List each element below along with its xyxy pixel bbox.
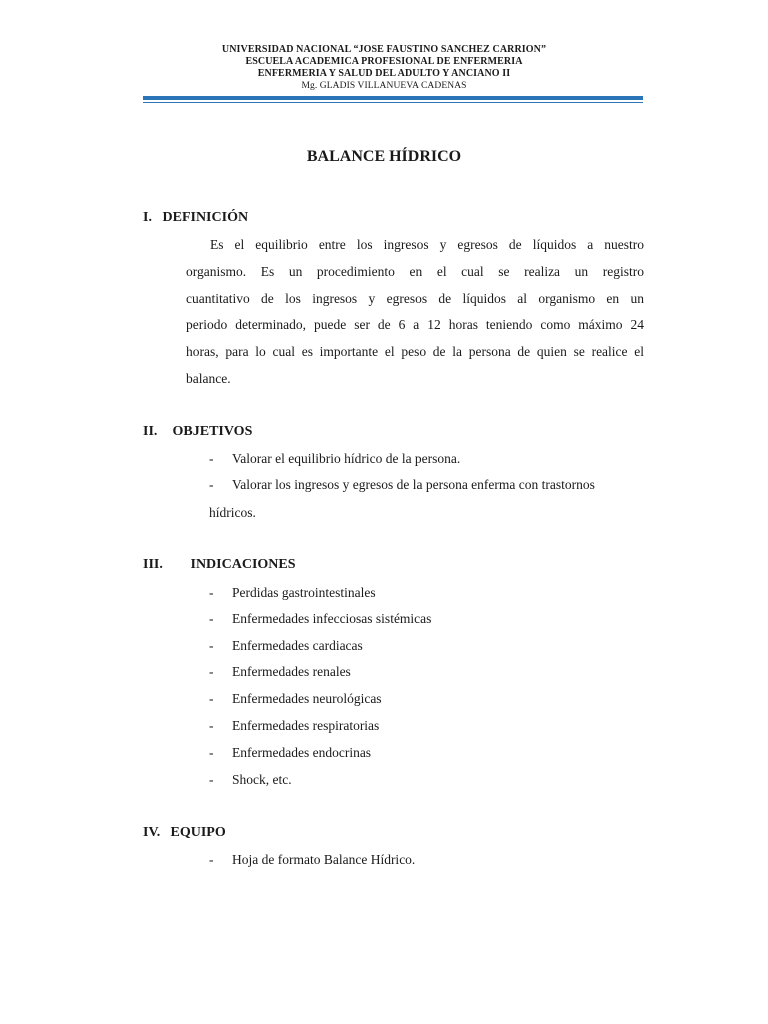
paragraph-line: cuantitativo de los ingresos y egresos de líquidos al organismo en un	[186, 290, 644, 306]
list-item-text: Hoja de formato Balance Hídrico.	[232, 852, 416, 867]
list-item-text: Enfermedades neurológicas	[232, 691, 382, 706]
list-item	[209, 446, 460, 473]
list-dash: -	[209, 611, 214, 626]
header-rule-thick	[143, 96, 643, 100]
university-name: UNIVERSIDAD NACIONAL “JOSE FAUSTINO SANCHEZ CARRION”	[221, 44, 547, 55]
list-item	[209, 686, 382, 713]
paragraph-line: horas, para lo cual es importante el peso de la persona de quien se realice el	[186, 344, 644, 360]
list-item-text: Shock, etc.	[232, 772, 292, 787]
list-item	[209, 472, 595, 499]
list-dash: -	[209, 852, 214, 867]
list-item	[209, 606, 431, 633]
list-dash: -	[209, 477, 214, 492]
section-label: OBJETIVOS	[172, 424, 253, 439]
section-heading-objetivos	[143, 424, 252, 440]
list-item-text: Enfermedades infecciosas sistémicas	[232, 611, 432, 626]
paragraph-line: Es el equilibrio entre los ingresos y egresos de líquidos a nuestro	[210, 237, 644, 252]
section-label: EQUIPO	[170, 825, 226, 840]
list-dash: -	[209, 451, 214, 466]
section-number: III.	[143, 557, 163, 572]
section-heading-equipo	[143, 825, 226, 841]
author-name: Mg. GLADIS VILLANUEVA CADENAS	[301, 81, 467, 91]
definition-paragraph	[186, 232, 644, 393]
list-dash: -	[209, 745, 214, 760]
course-name: ENFERMERIA Y SALUD DEL ADULTO Y ANCIANO II	[257, 68, 511, 79]
school-name: ESCUELA ACADEMICA PROFESIONAL DE ENFERMERIA	[245, 56, 523, 67]
section-label: DEFINICIÓN	[162, 210, 249, 225]
list-dash: -	[209, 772, 214, 787]
list-item-text: Enfermedades cardiacas	[232, 638, 363, 653]
section-number: I.	[143, 210, 152, 225]
list-item	[209, 633, 363, 660]
header-rule-thin	[143, 102, 643, 103]
document-header	[0, 44, 768, 92]
section-number: IV.	[143, 825, 161, 840]
list-dash: -	[209, 718, 214, 733]
page-title: BALANCE HÍDRICO	[306, 148, 462, 165]
list-item	[209, 659, 351, 686]
list-item	[209, 847, 415, 874]
section-label: INDICACIONES	[190, 557, 296, 572]
paragraph-line: periodo determinado, puede ser de 6 a 12 horas teniendo como máximo 24	[186, 317, 644, 333]
list-dash: -	[209, 585, 214, 600]
list-item	[209, 713, 379, 740]
paragraph-line: balance.	[186, 370, 231, 386]
list-item-text: Perdidas gastrointestinales	[232, 585, 376, 600]
list-item-text: Enfermedades endocrinas	[232, 745, 372, 760]
list-dash: -	[209, 664, 214, 679]
list-item	[209, 740, 371, 767]
section-heading-indicaciones	[143, 557, 296, 573]
list-item	[209, 580, 376, 607]
section-heading-definicion	[143, 210, 248, 226]
list-dash: -	[209, 691, 214, 706]
list-item-continuation: hídricos.	[209, 505, 256, 520]
list-item-text: Enfermedades renales	[232, 664, 351, 679]
paragraph-line: organismo. Es un procedimiento en el cual se realiza un registro	[186, 263, 644, 279]
list-item-text: Enfermedades respiratorias	[232, 718, 380, 733]
list-item-text: Valorar los ingresos y egresos de la persona enferma con trastornos	[232, 477, 595, 492]
list-item	[209, 767, 292, 794]
section-number: II.	[143, 424, 158, 439]
list-dash: -	[209, 638, 214, 653]
list-item-text: Valorar el equilibrio hídrico de la persona.	[232, 451, 461, 466]
